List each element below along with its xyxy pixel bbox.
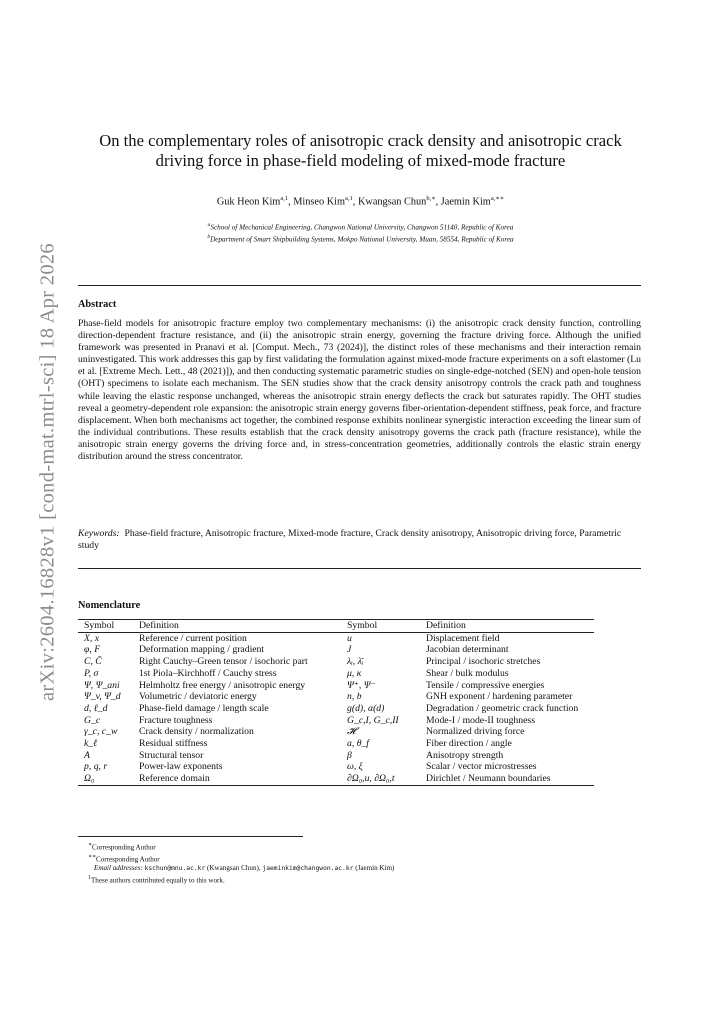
- symbol-cell: d, ℓ_d: [84, 702, 108, 714]
- affiliation-list: [78, 220, 643, 245]
- table-row: [78, 668, 594, 680]
- table-row: [78, 715, 594, 727]
- definition-cell: Jacobian determinant: [426, 644, 509, 656]
- table-row: [78, 680, 594, 692]
- symbol-cell: ω, ξ: [347, 761, 363, 773]
- email-owner: (Jaemin Kim): [355, 864, 395, 873]
- symbol-cell: φ, F: [84, 644, 101, 656]
- symbol-cell: Ψ, Ψ_ani: [84, 679, 120, 691]
- author-affiliation-mark: b,∗: [426, 195, 436, 202]
- definition-cell: Helmholtz free energy / anisotropic energy: [139, 679, 306, 691]
- author-name: Guk Heon Kim: [216, 196, 281, 208]
- symbol-cell: Ψ⁺, Ψ⁻: [347, 679, 376, 691]
- symbol-cell: Ψ_v, Ψ_d: [84, 691, 121, 703]
- definition-cell: Structural tensor: [139, 749, 204, 761]
- symbol-cell: X, x: [84, 632, 100, 644]
- author-affiliation-mark: a,∗∗: [490, 195, 505, 202]
- footnote-corresponding-2: ∗∗Corresponding Author: [88, 853, 160, 864]
- affiliation: $^a$School of Mechanical Engineering, Changwon National University, Changwon 51140, Republic of Korea: [207, 222, 514, 232]
- definition-cell: Volumetric / deviatoric energy: [139, 691, 257, 703]
- arxiv-identifier: arXiv:2604.16828v1 [cond-mat.mtrl-sci] 18 Apr 2026: [36, 243, 59, 701]
- footnote-emails: [88, 864, 394, 873]
- keywords-label: Keywords:: [78, 528, 120, 539]
- author-affiliation-mark: a,1: [345, 195, 353, 202]
- symbol-cell: k_ℓ: [84, 738, 98, 750]
- email-owner: (Kwangsan Chun),: [207, 864, 261, 873]
- definition-cell: Dirichlet / Neumann boundaries: [420, 773, 594, 785]
- keywords-text: Phase-field fracture, Anisotropic fracture, Mixed-mode fracture, Crack density anisotropy, Anisotropic driving force, Parametric study: [78, 528, 622, 552]
- symbol-cell: γ_c, c_w: [84, 726, 118, 738]
- symbol-cell: λᵢ, λ̄ᵢ: [347, 656, 364, 668]
- table-row: [78, 644, 594, 656]
- author-list: Guk Heon Kim$^{a,1}$, Minseo Kim$^{a,1}$, Kwangsan Chun$^{b,∗}$, Jaemin Kim$^{a,∗∗}$: [216, 195, 505, 208]
- col-header-symbol: Symbol: [78, 620, 133, 633]
- symbol-cell: P, σ: [84, 667, 99, 679]
- symbol-cell: u: [347, 632, 352, 644]
- symbol-cell: μ, κ: [347, 667, 362, 679]
- symbol-cell: A: [84, 749, 90, 761]
- symbol-cell: 𝓗: [347, 726, 356, 738]
- col-header-definition: Definition: [133, 620, 341, 633]
- nomenclature-heading: Nomenclature: [78, 600, 141, 611]
- definition-cell: Principal / isochoric stretches: [426, 656, 541, 668]
- definition-cell: Right Cauchy–Green tensor / isochoric part: [139, 656, 308, 668]
- definition-cell: Shear / bulk modulus: [426, 667, 509, 679]
- symbol-cell: a, θ_f: [347, 738, 369, 750]
- definition-cell: GNH exponent / hardening parameter: [426, 691, 573, 703]
- symbol-cell: p, q, r: [84, 761, 108, 773]
- abstract-top-rule: [78, 285, 641, 286]
- email-label: Email addresses:: [94, 864, 143, 873]
- author-name: Jaemin Kim: [440, 196, 491, 208]
- table-row: [78, 761, 594, 773]
- definition-cell: Reference domain: [133, 773, 341, 785]
- table-row: [78, 703, 594, 715]
- definition-cell: Displacement field: [426, 632, 500, 644]
- definition-cell: Crack density / normalization: [139, 726, 254, 738]
- footnote-equal-contribution: $^1$These authors contributed equally to this work.: [88, 874, 225, 884]
- symbol-cell: g(d), α(d): [347, 702, 385, 714]
- email-link[interactable]: jaeminkim@changwon.ac.kr: [262, 865, 354, 873]
- symbol-cell: n, b: [347, 691, 362, 703]
- affiliation: $^b$Department of Smart Shipbuilding Systems, Mokpo National University, Muan, 58554, Republic of Korea: [207, 234, 514, 244]
- definition-cell: Phase-field damage / length scale: [139, 702, 269, 714]
- table-row: [78, 632, 594, 644]
- table-row: [78, 738, 594, 750]
- abstract-heading: Abstract: [78, 299, 117, 310]
- keywords: [78, 528, 641, 552]
- col-header-symbol-2: Symbol: [341, 620, 420, 633]
- paper-title: On the complementary roles of anisotropic crack density and anisotropic crack driving force in phase-field modeling of mixed-mode fracture: [99, 131, 622, 170]
- definition-cell: Mode-I / mode-II toughness: [426, 714, 535, 726]
- abstract-text: Phase-field models for anisotropic fracture employ two complementary mechanisms: (i) the anisotropic crack density function, controlling direction-dependent fracture resistance, and (ii) the anisotropic strain energy, governing the fracture driving force. Although the unified framework was presented in Pranavi et al. [Comput. Mech., 73 (2024)], the distinct roles of these mechanisms and their interaction remain uninvestigated. This work addresses this gap by first validating the formulation against mixed-mode fracture experiments on a soft elastomer (Lu et al. [Extreme Mech. Lett., 48 (2021)]), and then conducting systematic parametric studies on single-edge-notched (SEN) and open-hole tension (OHT) specimens to isolate each mechanism. The SEN studies show that the crack density anisotropy controls the crack path and toughness while leaving the elastic response unchanged, whereas the anisotropic strain energy deflects the crack but saturates rapidly. The OHT studies reveal a geometry-dependent role expansion: the anisotropic strain energy governs fiber-orientation-dependent stiffness, peak force, and fracture displacement. When both mechanisms act together, the combined response exhibits nonlinear synergistic interaction exceeding the linear sum of the individual contributions. These results establish that the crack density anisotropy governs the crack path (fracture resistance), while the anisotropic strain energy governs the driving force and, in stress-concentration geometries, additionally controls the elastic strain energy distribution around the stress concentrator.: [78, 318, 641, 463]
- definition-cell: Tensile / compressive energies: [426, 679, 545, 691]
- abstract-bottom-rule: [78, 568, 641, 569]
- definition-cell: Anisotropy strength: [426, 749, 504, 761]
- author-name: Minseo Kim: [293, 196, 346, 208]
- definition-cell: 1st Piola–Kirchhoff / Cauchy stress: [139, 667, 277, 679]
- symbol-cell: C, C̄: [84, 656, 102, 668]
- email-link[interactable]: kschun@mnu.ac.kr: [144, 865, 206, 873]
- definition-cell: Reference / current position: [139, 632, 247, 644]
- footnotes: [88, 841, 394, 885]
- symbol-cell: G_c,I, G_c,II: [347, 714, 399, 726]
- definition-cell: Power-law exponents: [139, 761, 223, 773]
- definition-cell: Deformation mapping / gradient: [139, 644, 265, 656]
- author-name: Kwangsan Chun: [357, 196, 427, 208]
- symbol-cell: ∂Ω₀,u, ∂Ω₀,t: [341, 773, 420, 785]
- definition-cell: Fracture toughness: [139, 714, 213, 726]
- definition-cell: Fiber direction / angle: [426, 738, 512, 750]
- footnote-rule: [78, 836, 303, 837]
- nomenclature-table: [78, 619, 594, 786]
- symbol-cell: G_c: [84, 714, 101, 726]
- symbol-cell: Ω₀: [78, 773, 133, 785]
- symbol-cell: J: [347, 644, 352, 656]
- table-row: [78, 750, 594, 762]
- table-row: [78, 726, 594, 738]
- col-header-definition-2: Definition: [420, 620, 594, 633]
- footnote-corresponding: ∗Corresponding Author: [88, 842, 156, 852]
- table-row: [78, 691, 594, 703]
- definition-cell: Scalar / vector microstresses: [426, 761, 537, 773]
- table-row: [78, 656, 594, 668]
- symbol-cell: β: [347, 749, 352, 761]
- definition-cell: Degradation / geometric crack function: [426, 702, 579, 714]
- definition-cell: Residual stiffness: [139, 738, 208, 750]
- author-affiliation-mark: a,1: [280, 195, 289, 202]
- table-row: [78, 773, 594, 785]
- definition-cell: Normalized driving force: [426, 726, 525, 738]
